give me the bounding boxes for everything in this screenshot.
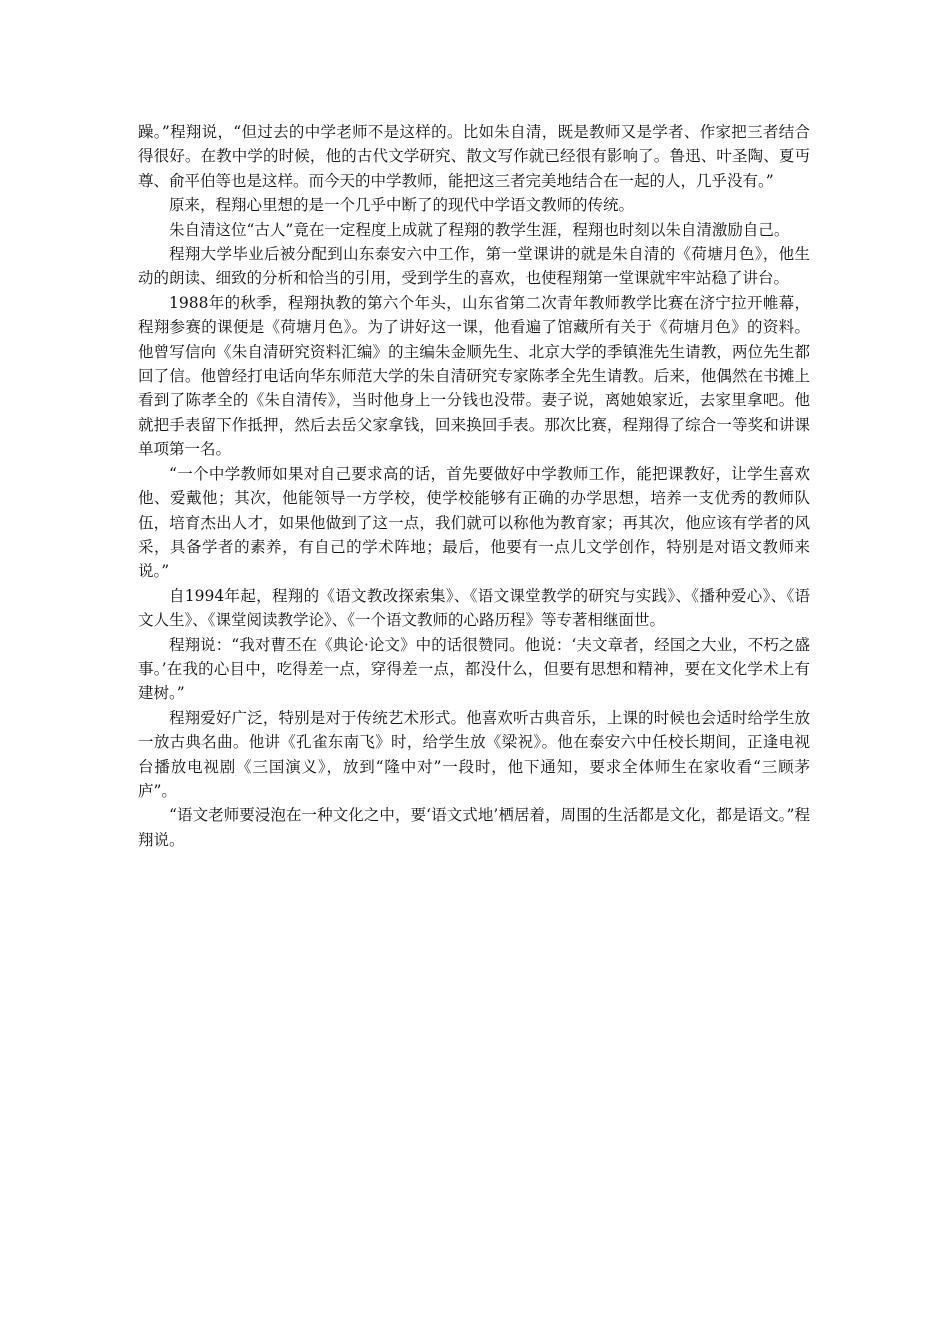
paragraph: 朱自清这位“古人”竟在一定程度上成就了程翔的教学生涯，程翔也时刻以朱自清激励自己。 bbox=[169, 220, 790, 239]
paragraph: 程翔说：“我对曹丕在《典论·论文》中的话很赞同。他说：‘夫文章者，经国之大业，不朽之盛事。’在我的心目中，吃得差一点，穿得差一点，都没什么，但要有思想和精神，要在文化学术上有建树。” bbox=[138, 635, 810, 703]
paragraph: 1988年的秋季，程翔执教的第六个年头，山东省第二次青年教师教学比赛在济宁拉开帷幕，程翔参赛的课便是《荷塘月色》。为了讲好这一课，他看遍了馆藏所有关于《荷塘月色》的资料。他曾写信向《朱自清研究资料汇编》的主编朱金顺先生、北京大学的季镇淮先生请教，两位先生都回了信。他曾经打电话向华东师范大学的朱自清研究专家陈孝全先生请教。后来，他偶然在书摊上看到了陈孝全的《朱自清传》，当时他身上一分钱也没带。妻子说，离她娘家近，去家里拿吧。他就把手表留下作抵押，然后去岳父家拿钱，回来换回手表。那次比赛，程翔得了综合一等奖和讲课单项第一名。 bbox=[138, 293, 810, 459]
paragraph-quote: “语文老师要浸泡在一种文化之中，要‘语文式地’栖居着，周围的生活都是文化，都是语文。”程翔说。 bbox=[138, 806, 810, 849]
paragraph-quote: “一个中学教师如果对自己要求高的话，首先要做好中学教师工作，能把课教好，让学生喜欢他、爱戴他；其次，他能领导一方学校，使学校能够有正确的办学思想，培养一支优秀的教师队伍，培育杰出人才，如果他做到了这一点，我们就可以称他为教育家；再其次，他应该有学者的风采，具备学者的素养，有自己的学术阵地；最后，他要有一点儿文学创作，特别是对语文教师来说。” bbox=[138, 464, 810, 581]
paragraph: 原来，程翔心里想的是一个几乎中断了的现代中学语文教师的传统。 bbox=[169, 196, 635, 215]
paragraph: 程翔大学毕业后被分配到山东泰安六中工作，第一堂课讲的就是朱自清的《荷塘月色》，他生动的朗读、细致的分析和恰当的引用，受到学生的喜欢，也使程翔第一堂课就牢牢站稳了讲台。 bbox=[138, 245, 810, 288]
paragraph: 自1994年起，程翔的《语文教改探索集》、《语文课堂教学的研究与实践》、《播种爱心》、《语文人生》、《课堂阅读教学论》、《一个语文教师的心路历程》等专著相继面世。 bbox=[138, 586, 810, 630]
article-body bbox=[138, 120, 810, 852]
paragraph-continuation: 躁。”程翔说，“但过去的中学老师不是这样的。比如朱自清，既是教师又是学者、作家把三者结合得很好。在教中学的时候，他的古代文学研究、散文写作就已经很有影响了。鲁迅、叶圣陶、夏丏尊、俞平伯等也是这样。而今天的中学教师，能把这三者完美地结合在一起的人，几乎没有。” bbox=[138, 123, 810, 190]
paragraph: 程翔爱好广泛，特别是对于传统艺术形式。他喜欢听古典音乐，上课的时候也会适时给学生放一放古典名曲。他讲《孔雀东南飞》时，给学生放《梁祝》。他在泰安六中任校长期间，正逢电视台播放电视剧《三国演义》，放到“隆中对”一段时，他下通知，要求全体师生在家收看“三顾茅庐”。 bbox=[138, 708, 810, 800]
